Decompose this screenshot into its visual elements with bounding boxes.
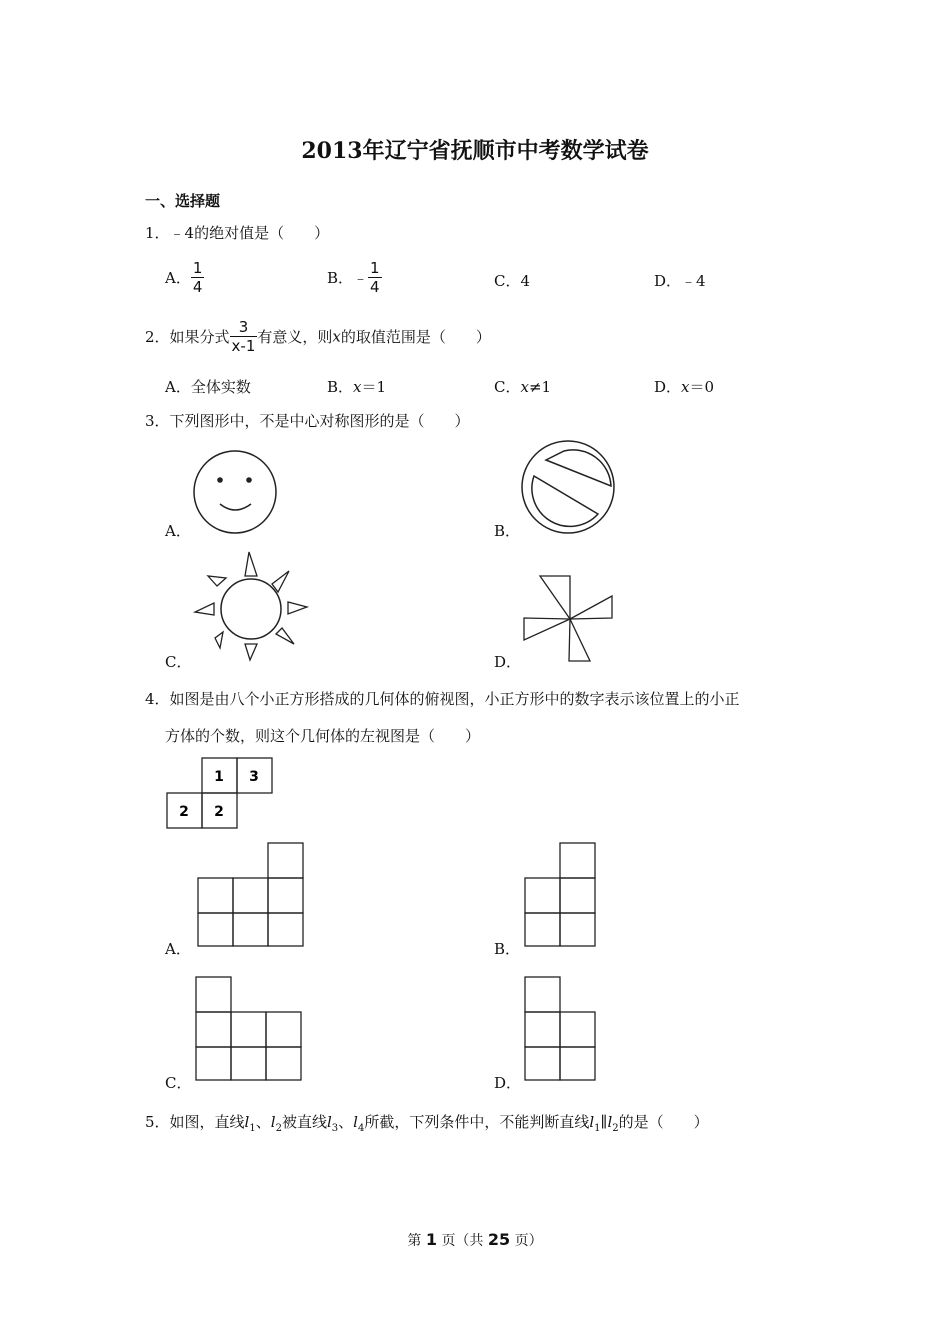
q1-option-a <box>165 259 204 296</box>
variable-x: x <box>681 378 690 396</box>
footer-mid: 页（共 <box>441 1233 484 1249</box>
line-subscript: 4 <box>357 1123 365 1134</box>
fraction-denominator: 4 <box>192 278 203 296</box>
section-heading: 一、选择题 <box>145 192 221 210</box>
left-view-option-b <box>522 842 602 948</box>
q5-text-mid2: 所截，下列条件中，不能判断直线 <box>364 1113 590 1131</box>
smiley-figure <box>190 448 280 538</box>
line-subscript: 1 <box>594 1123 601 1134</box>
q2-text-mid: 有意义，则 <box>257 328 333 346</box>
page-title: 2013年辽宁省抚顺市中考数学试卷 <box>301 138 649 164</box>
q5-text-post: 的是（ ） <box>618 1113 709 1131</box>
variable-x: x <box>332 327 341 346</box>
line-label: l <box>607 1113 613 1131</box>
fraction-denominator: x-1 <box>231 337 256 355</box>
q2-text-pre: 2．如果分式 <box>145 328 230 346</box>
question-3: 3．下列图形中，不是中心对称图形的是（ ） <box>145 412 470 430</box>
option-rest: ≠1 <box>528 378 552 396</box>
q3-option-c: C． <box>165 653 192 671</box>
q5-text-mid1: 被直线 <box>281 1113 327 1131</box>
q1-option-d: D．﹣4 <box>654 272 706 290</box>
q2-option-a: A．全体实数 <box>165 378 251 396</box>
option-rest: ＝0 <box>689 378 715 396</box>
line-subscript: 1 <box>249 1123 256 1134</box>
q4-option-d: D． <box>494 1074 522 1092</box>
q5-text-pre: 5．如图，直线 <box>145 1113 245 1131</box>
grid-cell-label: 3 <box>249 769 259 785</box>
q1-option-b <box>327 259 382 296</box>
question-5 <box>145 1111 709 1134</box>
prohibited-sign-figure <box>518 440 618 540</box>
left-view-option-a <box>195 842 307 948</box>
sun-figure <box>190 548 312 666</box>
footer-pre: 第 <box>407 1233 422 1249</box>
question-2 <box>145 318 491 355</box>
q4-option-b: B． <box>494 940 521 958</box>
option-rest: ＝1 <box>361 378 387 396</box>
parallel-symbol: ∥ <box>600 1113 608 1131</box>
question-4-line-1: 4．如图是由八个小正方形搭成的几何体的俯视图，小正方形中的数字表示该位置上的小正 <box>145 690 740 708</box>
fraction-numerator: 1 <box>192 259 203 277</box>
q3-option-a: A． <box>165 522 191 540</box>
line-label: l <box>326 1113 332 1131</box>
q4-option-a: A． <box>165 940 191 958</box>
option-label: A． <box>165 269 191 287</box>
option-label: B． <box>327 378 354 396</box>
line-label: l <box>589 1113 595 1131</box>
q3-option-d: D． <box>494 653 522 671</box>
option-label: B．﹣ <box>327 269 369 287</box>
top-view-grid <box>165 757 275 829</box>
left-view-option-d <box>522 975 602 1083</box>
fraction-denominator: 4 <box>370 278 380 296</box>
line-subscript: 3 <box>331 1123 339 1134</box>
left-view-option-c <box>193 975 305 1083</box>
footer-post: 页） <box>514 1233 543 1249</box>
q2-text-post: 的取值范围是（ ） <box>340 328 491 346</box>
page-footer <box>0 1230 950 1250</box>
question-4-line-2: 方体的个数，则这个几何体的左视图是（ ） <box>165 727 481 745</box>
line-label: l <box>244 1113 250 1131</box>
variable-x: x <box>520 378 529 396</box>
fraction <box>368 259 382 296</box>
q2-option-b <box>327 376 386 397</box>
line-label: l <box>353 1113 358 1131</box>
q1-option-c: C．4 <box>494 272 531 290</box>
pinwheel-figure <box>518 572 618 668</box>
line-subscript: 2 <box>612 1123 619 1134</box>
q2-option-d <box>654 376 714 397</box>
current-page-number: 1 <box>425 1230 437 1249</box>
grid-cell-label: 1 <box>214 769 224 785</box>
q4-option-c: C． <box>165 1074 192 1092</box>
variable-x: x <box>353 378 362 396</box>
separator: 、 <box>255 1113 271 1131</box>
grid-cell-label: 2 <box>214 804 224 820</box>
fraction <box>230 318 258 355</box>
grid-cell-label: 2 <box>179 804 189 820</box>
fraction <box>191 259 205 296</box>
total-pages: 25 <box>487 1230 511 1249</box>
q3-option-b: B． <box>494 522 521 540</box>
line-subscript: 2 <box>275 1123 282 1134</box>
question-1: 1．﹣4的绝对值是（ ） <box>145 224 330 242</box>
option-label: C． <box>494 378 521 396</box>
separator: 、 <box>338 1113 354 1131</box>
fraction-numerator: 3 <box>230 318 258 337</box>
line-label: l <box>270 1113 276 1131</box>
q2-option-c <box>494 376 551 397</box>
option-label: D． <box>654 378 682 396</box>
fraction-numerator: 1 <box>370 259 380 277</box>
